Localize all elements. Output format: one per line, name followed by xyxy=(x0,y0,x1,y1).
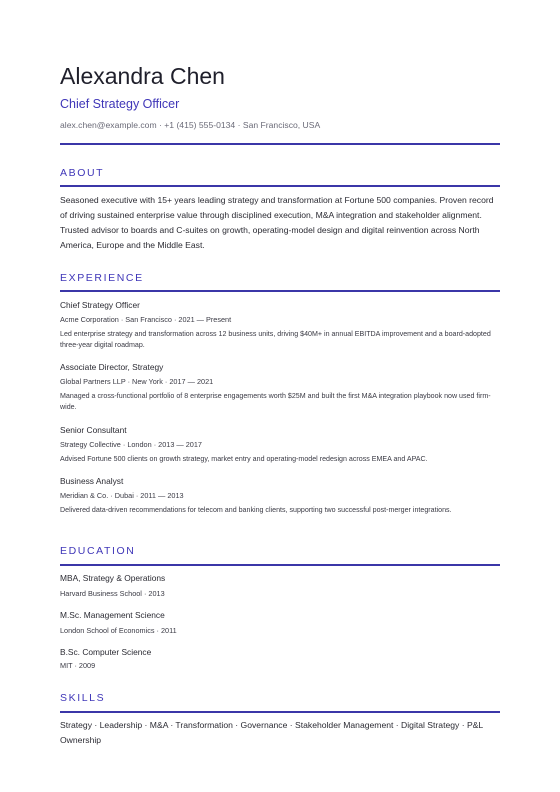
experience-role: Chief Strategy Officer xyxy=(60,300,140,310)
education-meta: MIT · 2009 xyxy=(60,661,96,670)
contact-line: alex.chen@example.com · +1 (415) 555-0134 · San Francisco, USA xyxy=(60,120,321,130)
section-title-skills: SKILLS xyxy=(60,692,106,704)
education-degree: MBA, Strategy & Operations xyxy=(60,573,166,583)
section-title-about: ABOUT xyxy=(60,167,105,179)
section-title-education: EDUCATION xyxy=(60,545,136,557)
experience-description: Led enterprise strategy and transformation across 12 business units, driving $40M+ in annual EBITDA improvement and a board-adopted three-year digital roadmap. xyxy=(60,330,491,349)
job-title: Chief Strategy Officer xyxy=(60,97,180,111)
candidate-name: Alexandra Chen xyxy=(60,63,225,89)
education-meta: London School of Economics · 2011 xyxy=(60,626,177,635)
experience-role: Associate Director, Strategy xyxy=(60,362,164,372)
education-degree: B.Sc. Computer Science xyxy=(60,647,152,657)
experience-meta: Strategy Collective · London · 2013 — 2017 xyxy=(60,440,202,449)
about-divider xyxy=(60,185,500,187)
experience-meta: Global Partners LLP · New York · 2017 — 2021 xyxy=(60,377,214,386)
experience-role: Senior Consultant xyxy=(60,425,127,435)
education-degree: M.Sc. Management Science xyxy=(60,610,165,620)
education-meta: Harvard Business School · 2013 xyxy=(60,589,165,598)
about-summary: Seasoned executive with 15+ years leading strategy and transformation at Fortune 500 companies. Proven record of driving sustained enterprise value through disciplined execution, M&A integration and stakeholder alignment. Trusted advisor to boards and C-suites on growth, operating-model design and digital reinvention across North America, Europe and the Middle East. xyxy=(60,195,494,250)
experience-role: Business Analyst xyxy=(60,476,124,486)
skills-list: Strategy · Leadership · M&A · Transformation · Governance · Stakeholder Management · Digital Strategy · P&L Ownership xyxy=(60,720,483,745)
experience-description: Advised Fortune 500 clients on growth strategy, market entry and operating-model redesign across EMEA and APAC. xyxy=(60,455,428,463)
header-divider xyxy=(60,143,500,145)
skills-divider xyxy=(60,711,500,713)
experience-description: Delivered data-driven recommendations for telecom and banking clients, supporting two successful post-merger integrations. xyxy=(60,506,452,514)
experience-meta: Acme Corporation · San Francisco · 2021 — Present xyxy=(60,315,232,324)
experience-description: Managed a cross-functional portfolio of 8 enterprise engagements worth $25M and built the first M&A integration playbook now used firm-wide. xyxy=(60,392,491,411)
experience-meta: Meridian & Co. · Dubai · 2011 — 2013 xyxy=(60,491,184,500)
education-divider xyxy=(60,564,500,566)
experience-divider xyxy=(60,290,500,292)
section-title-experience: EXPERIENCE xyxy=(60,272,144,284)
